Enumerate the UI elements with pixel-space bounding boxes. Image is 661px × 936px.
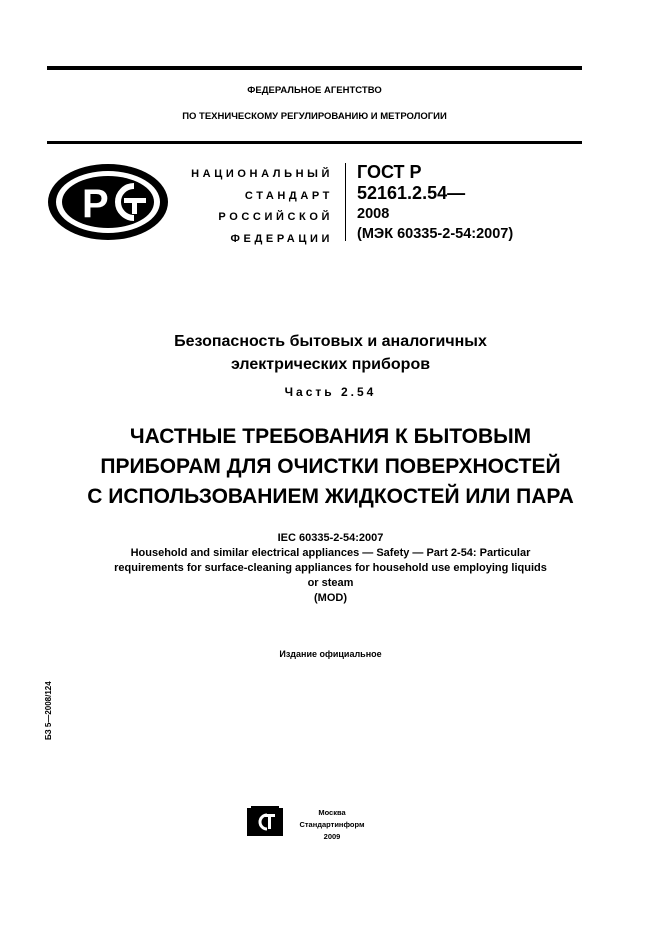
rst-logo: [46, 162, 170, 242]
standard-label-line-1: НАЦИОНАЛЬНЫЙ: [191, 168, 333, 180]
english-line-5: (MOD): [314, 592, 347, 604]
standard-label-line-2: СТАНДАРТ: [244, 189, 333, 202]
designation-line-2: 52161.2.54—: [357, 183, 466, 203]
publisher-city: Москва: [318, 808, 346, 817]
title-line-1: Безопасность бытовых и аналогичных: [174, 333, 487, 350]
main-title-line-2: ПРИБОРАМ ДЛЯ ОЧИСТКИ ПОВЕРХНОСТЕЙ: [100, 455, 561, 478]
publisher-info: [292, 807, 372, 843]
english-line-2: Household and similar electrical appliances — Safety — Part 2-54: Particular: [130, 547, 531, 559]
official-edition: Издание официальное: [279, 649, 382, 659]
divider: [345, 163, 346, 241]
national-standard-label: [178, 164, 333, 250]
designation-line-4: (МЭК 60335-2-54:2007): [357, 226, 514, 242]
standard-label-line-4: ФЕДЕРАЦИИ: [230, 232, 333, 245]
main-title: [30, 422, 631, 512]
title-line-2: электрических приборов: [230, 356, 431, 373]
svg-text:P: P: [82, 182, 109, 226]
main-title-line-1: ЧАСТНЫЕ ТРЕБОВАНИЯ К БЫТОВЫМ: [129, 425, 532, 448]
publisher-name: Стандартинформ: [299, 820, 365, 829]
header-rule: [47, 141, 582, 144]
designation-line-1: ГОСТ Р: [357, 162, 422, 182]
english-line-1: IEC 60335-2-54:2007: [277, 532, 384, 544]
part-number: Часть 2.54: [284, 385, 377, 399]
standard-designation: [357, 162, 513, 244]
agency-line-2: ПО ТЕХНИЧЕСКОМУ РЕГУЛИРОВАНИЮ И МЕТРОЛОГИИ: [182, 111, 447, 122]
english-title: [30, 531, 631, 606]
designation-line-3: 2008: [357, 206, 390, 222]
agency-line-1: ФЕДЕРАЛЬНОЕ АГЕНТСТВО: [247, 85, 382, 96]
document-title: [30, 330, 631, 376]
standard-label-line-3: РОССИЙСКОЙ: [218, 211, 333, 223]
top-rule: [47, 66, 582, 70]
main-title-line-3: С ИСПОЛЬЗОВАНИЕМ ЖИДКОСТЕЙ ИЛИ ПАРА: [87, 485, 574, 508]
side-code: БЗ 5—2008/124: [44, 681, 53, 740]
publisher-logo: [247, 806, 283, 836]
english-line-3: requirements for surface-cleaning appliances for household use employing liquids: [114, 562, 547, 574]
publisher-year: 2009: [323, 832, 341, 841]
english-line-4: or steam: [307, 577, 354, 589]
